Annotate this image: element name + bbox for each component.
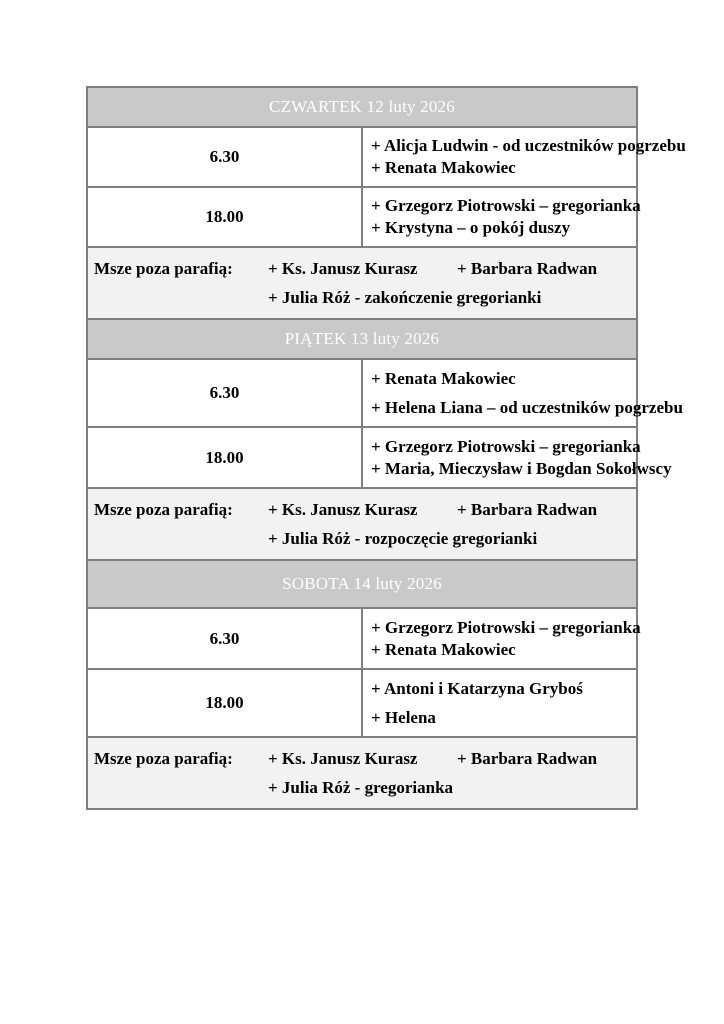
intention: + Grzegorz Piotrowski – gregorianka — [371, 617, 641, 637]
outside-label: Msze poza parafią: — [94, 499, 233, 519]
mass-time: 6.30 — [87, 127, 362, 187]
intention: + Antoni i Katarzyna Gryboś — [371, 678, 583, 698]
mass-intentions — [362, 359, 683, 427]
outside-intention: + Ks. Janusz Kurasz — [268, 748, 418, 768]
outside-intention: + Barbara Radwan — [457, 258, 598, 278]
day-header-row — [87, 319, 637, 359]
intention: + Krystyna – o pokój duszy — [371, 218, 571, 237]
mass-time: 6.30 — [87, 359, 362, 427]
day-header: SOBOTA 14 luty 2026 — [87, 560, 637, 608]
mass-row — [87, 669, 637, 737]
mass-intentions — [362, 608, 641, 669]
outside-intention: + Julia Róż - rozpoczęcie gregorianki — [268, 528, 538, 548]
outside-label: Msze poza parafią: — [94, 748, 233, 768]
outside-intention: + Barbara Radwan — [457, 748, 598, 768]
day-header-row — [87, 560, 637, 608]
mass-intentions — [362, 669, 637, 737]
mass-row — [87, 427, 637, 488]
outside-intention: + Julia Róż - gregorianka — [268, 777, 454, 797]
intention: + Renata Makowiec — [371, 639, 516, 659]
mass-time: 18.00 — [87, 187, 362, 247]
outside-masses-row — [87, 737, 637, 809]
mass-row — [87, 359, 637, 427]
outside-masses — [87, 247, 637, 319]
intention: + Helena Liana – od uczestników pogrzebu — [371, 397, 683, 417]
mass-schedule-table — [86, 86, 686, 810]
day-header: CZWARTEK 12 luty 2026 — [87, 87, 637, 127]
outside-masses — [87, 488, 637, 560]
mass-time: 18.00 — [87, 669, 362, 737]
intention: + Renata Makowiec — [371, 368, 516, 388]
intention: + Helena — [371, 707, 436, 727]
mass-row — [87, 127, 637, 187]
outside-masses — [87, 737, 637, 809]
mass-row — [87, 608, 637, 669]
mass-intentions — [362, 427, 672, 488]
intention: + Grzegorz Piotrowski – gregorianka — [371, 436, 641, 456]
mass-time: 6.30 — [87, 608, 362, 669]
mass-row — [87, 187, 637, 247]
outside-label: Msze poza parafią: — [94, 258, 233, 278]
mass-time: 18.00 — [87, 427, 362, 488]
mass-intentions — [362, 187, 641, 247]
outside-intention: + Ks. Janusz Kurasz — [268, 258, 418, 278]
day-header-row — [87, 87, 637, 127]
outside-masses-row — [87, 247, 637, 319]
intention: + Grzegorz Piotrowski – gregorianka — [371, 196, 641, 215]
intention: + Maria, Mieczysław i Bogdan Sokołwscy — [371, 458, 672, 478]
intention: + Alicja Ludwin - od uczestników pogrzebu — [371, 136, 686, 155]
day-header: PIĄTEK 13 luty 2026 — [87, 319, 637, 359]
outside-masses-row — [87, 488, 637, 560]
intention: + Renata Makowiec — [371, 158, 516, 177]
outside-intention: + Barbara Radwan — [457, 499, 598, 519]
outside-intention: + Julia Róż - zakończenie gregorianki — [268, 287, 542, 307]
mass-intentions — [362, 127, 686, 187]
outside-intention: + Ks. Janusz Kurasz — [268, 499, 418, 519]
